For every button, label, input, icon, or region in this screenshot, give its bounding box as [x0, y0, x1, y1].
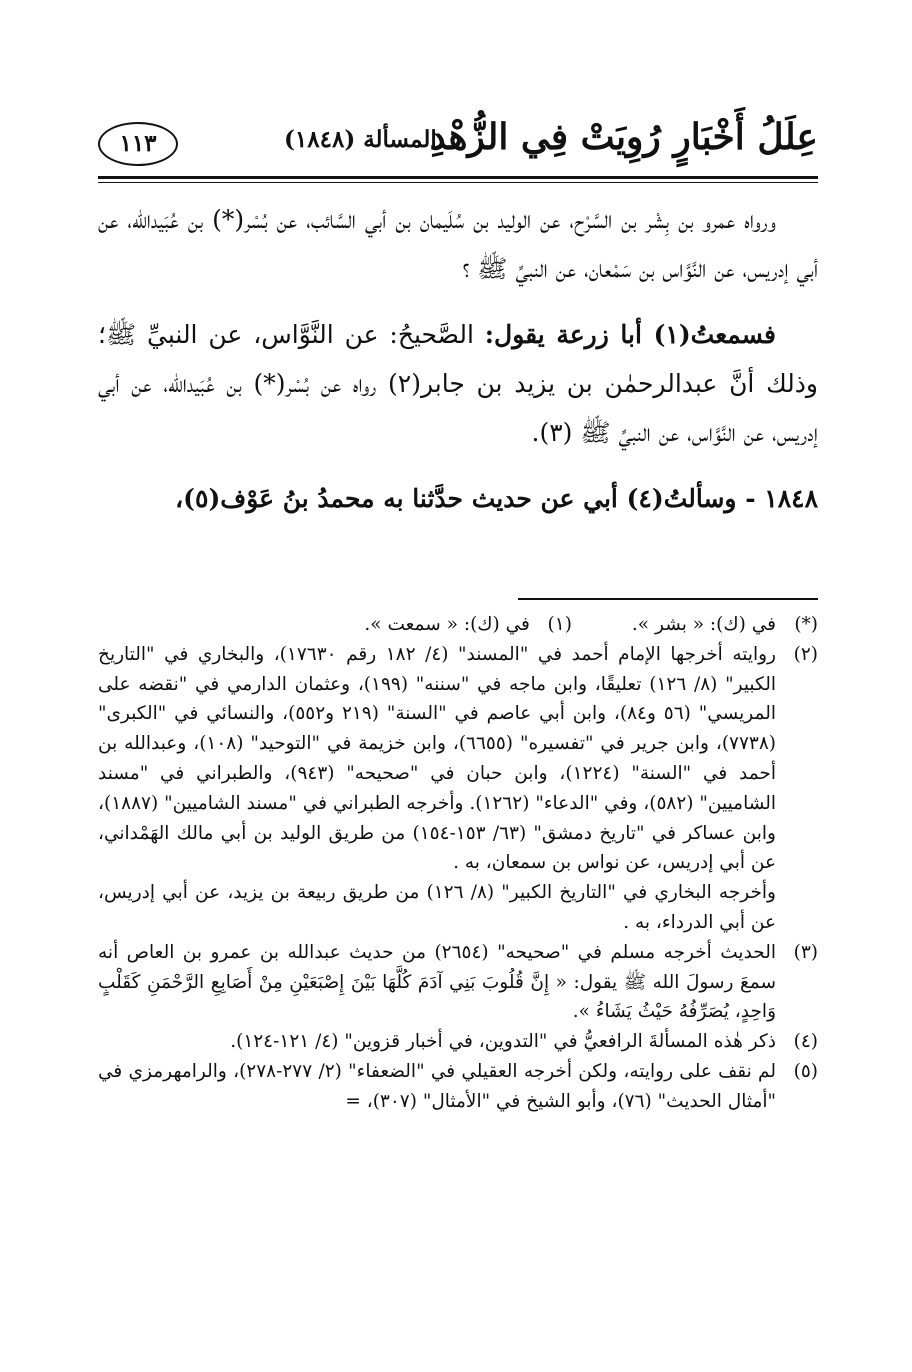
issue-label: المسألة (١٨٤٨)	[284, 126, 437, 153]
book-title: عِلَلُ أَخْبَارٍ رُوِيَتْ فِي الزُّهْدِ	[429, 116, 818, 158]
paragraph-1: ورواه عمرو بن بِشْر بن السَّرْح، عن الوليد بن سُلَيمان بن أبي السَّائب، عن بُسْر(*) بن عُبَيدالله، عن أبي إدريس، عن النَّوَّاس بن سَمْعان، عن النبيِّ ﷺ ؟	[98, 205, 818, 283]
footnote-5-mark: (٥)	[793, 1060, 818, 1082]
footnotes	[98, 610, 818, 1117]
entry-1848: ١٨٤٨ - وسألتُ(٤) أبي عن حديث حدَّثنا به محمدُ بنُ عَوْف(٥)،	[175, 484, 818, 513]
footnote-2-body	[98, 640, 776, 938]
footnote-star-text: في (ك): « بشر ».	[631, 614, 776, 635]
running-header	[98, 112, 818, 180]
footnote-4-mark: (٤)	[793, 1031, 818, 1053]
footnote-5-text: لم نقف على روايته، ولكن أخرجه العقيلي في "الضعفاء" (٢/ ٢٧٧-٢٧٨)، والرامهرمزي في "أمثال الحديث" (٧٦)، وأبو الشيخ في "الأمثال" (٣٠٧)، =	[98, 1060, 776, 1112]
paragraph-2	[98, 310, 818, 457]
header-divider	[98, 176, 818, 183]
footnote-4	[98, 1027, 818, 1057]
footnote-3-text: الحديث أخرجه مسلم في "صحيحه" (٢٦٥٤) من حديث عبدالله بن عمرو بن العاص أنه سمعَ رسولَ الله ﷺ يقول: « إِنَّ قُلُوبَ بَنِي آدَمَ كُلَّهَا بَيْنَ إِصْبَعَيْنِ مِنْ أَصَابِعِ الرَّحْمَنِ كَقَلْبٍ وَاحِدٍ، يُصَرِّفُهُ حَيْثُ يَشَاءُ ».	[98, 941, 776, 1023]
footnote-2-text-2: وأخرجه البخاري في "التاريخ الكبير" (٨/ ١٢٦) من طريق ربيعة بن يزيد، عن أبي إدريس، عن أبي الدرداء، به .	[98, 882, 776, 933]
footnote-1	[364, 610, 572, 640]
main-text	[98, 195, 818, 540]
page-number: ١١٣	[98, 122, 178, 166]
footnote-3	[98, 938, 818, 1027]
footnote-divider	[518, 598, 818, 600]
footnote-2-text-1: روايته أخرجها الإمام أحمد في "المسند" (٤/ ١٨٢ رقم ١٧٦٣٠)، والبخاري في "التاريخ الكبير" (٨/ ١٢٦) تعليقًا، وابن ماجه في "سننه" (١٩٩)، وعثمان الدارمي في "نقضه على المريسي" (٥٦ و٨٤)، وابن أبي عاصم في "السنة" (٢١٩ و٥٥٢)، والنسائي في "الكبرى" (٧٧٣٨)، وابن جرير في "تفسيره" (٦٦٥٥)، وابن خزيمة في "التوحيد" (١٠٨)، وعبدالله بن أحمد في "السنة" (١٢٢٤)، وابن حبان في "صحيحه" (٩٤٣)، والطبراني في "مسند الشاميين" (٥٨٢)، وفي "الدعاء" (١٢٦٢). وأخرجه الطبراني في "مسند الشاميين" (١٨٨٧)، وابن عساكر في "تاريخ دمشق" (٦٣/ ١٥٣-١٥٤) من طريق الوليد بن أبي مالك الهَمْداني، عن أبي إدريس، عن نواس بن سمعان، به .	[98, 643, 777, 874]
footnote-3-mark: (٣)	[793, 941, 818, 963]
footnote-1-text: في (ك): « سمعت ».	[364, 614, 530, 635]
footnote-star-mark: (*)	[794, 614, 818, 635]
footnote-star	[632, 610, 818, 640]
footnote-1-mark: (١)	[547, 614, 572, 635]
footnote-2-mark: (٢)	[793, 643, 818, 665]
paragraph-2-text: الصَّحيحُ: عن النَّوَّاس، عن النبيِّ ﷺ؛ وذلك أنَّ عبدالرحمٰن بن يزيد بن جابر(٢) رواه عن بُسْر(*) بن عُبَيدالله، عن أبي إدريس، عن النَّوَّاس، عن النبيِّ ﷺ (٣).	[98, 320, 818, 447]
footnote-row-top	[98, 610, 818, 640]
footnote-2	[98, 640, 818, 938]
footnote-4-text: ذكر هٰذه المسألةَ الرافعيُّ في "التدوين، في أخبار قزوين" (٤/ ١٢١-١٢٤).	[230, 1031, 776, 1053]
footnote-5	[98, 1057, 818, 1117]
paragraph-2-lead: فسمعتُ(١) أبا زرعة يقول:	[484, 320, 776, 349]
